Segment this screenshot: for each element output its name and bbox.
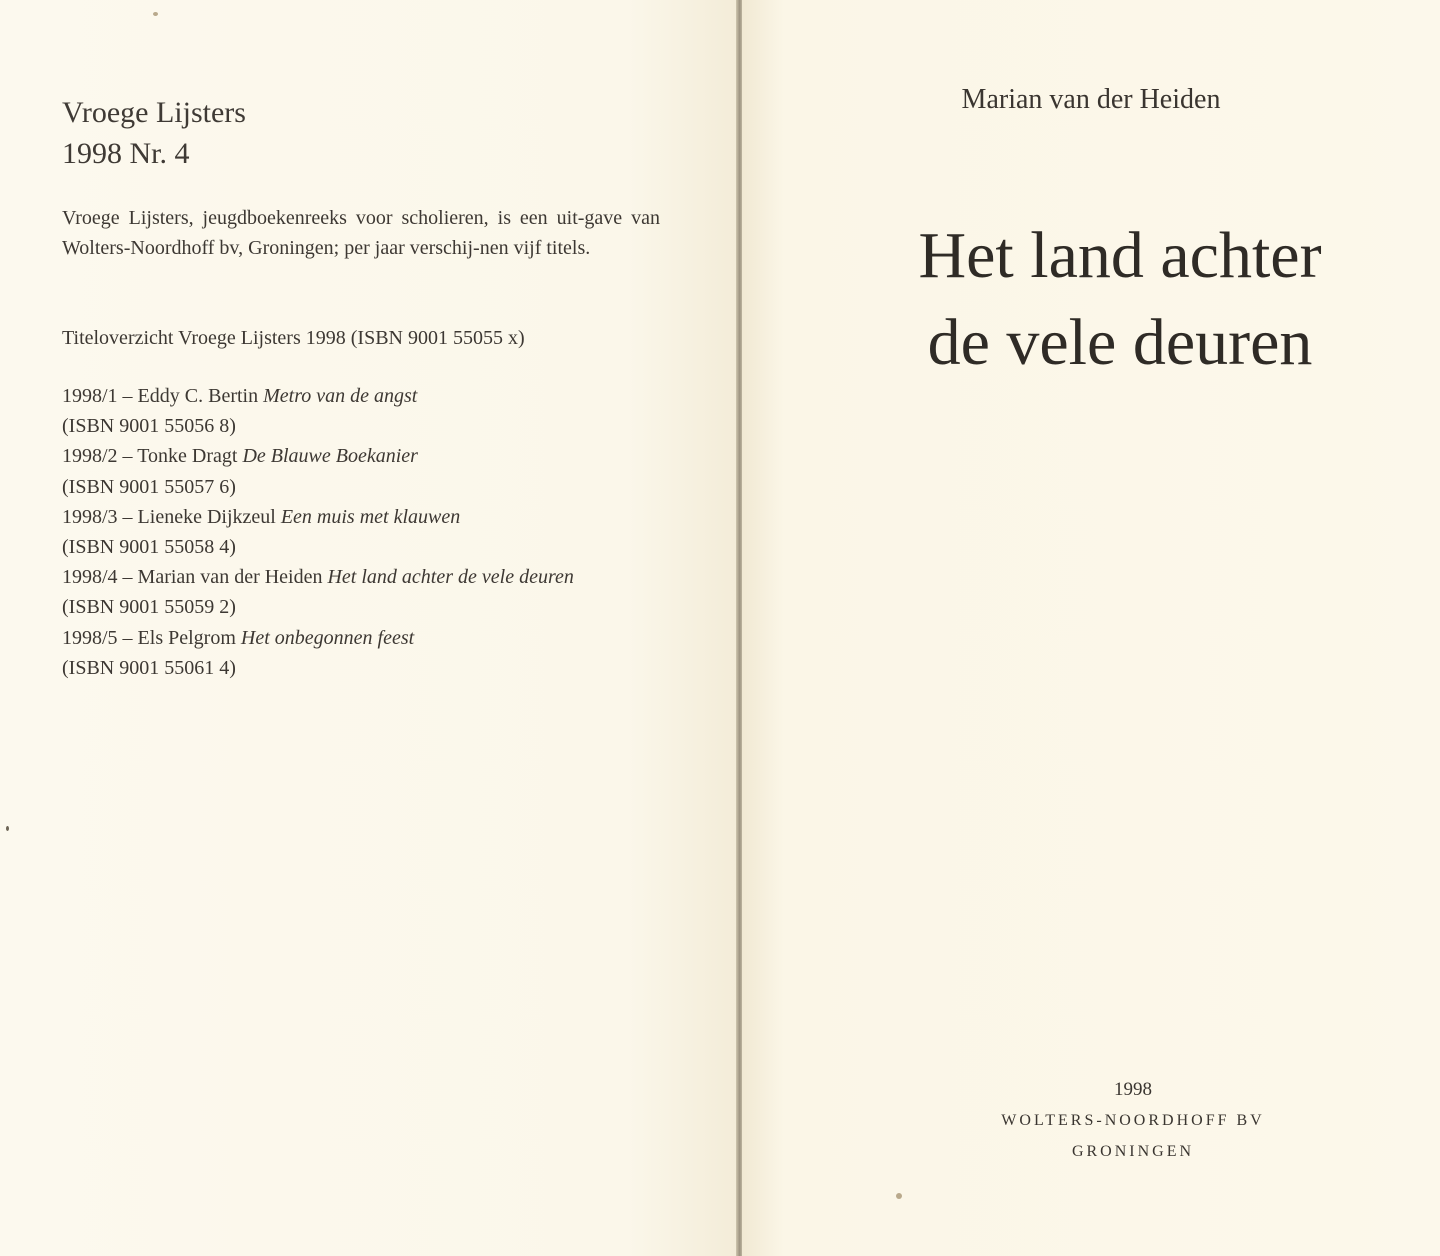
series-title	[62, 92, 246, 174]
title-entry-number-author: 1998/3 – Lieneke Dijkzeul	[62, 505, 276, 528]
title-entry	[62, 381, 682, 411]
title-entry-book: De Blauwe Boekanier	[242, 445, 418, 468]
book-title	[742, 212, 1440, 386]
title-entry-book: Het onbegonnen feest	[240, 626, 415, 649]
publication-year: 1998	[1114, 1079, 1152, 1100]
title-overview-heading: Titeloverzicht Vroege Lijsters 1998 (ISBN 9001 55055 x)	[62, 327, 525, 349]
title-list	[62, 381, 682, 683]
title-entry-book: Het land achter de vele deuren	[327, 566, 574, 589]
right-page	[742, 0, 1440, 1256]
publisher-name: WOLTERS-NOORDHOFF BV	[1001, 1112, 1265, 1129]
title-entry-isbn: (ISBN 9001 55058 4)	[62, 536, 236, 559]
title-entry	[62, 562, 682, 592]
title-entry-number-author: 1998/2 – Tonke Dragt	[62, 445, 238, 468]
title-entry-book: Een muis met klauwen	[280, 505, 461, 528]
paper-speck	[6, 826, 9, 831]
title-entry-isbn: (ISBN 9001 55059 2)	[62, 596, 236, 619]
paper-speck	[896, 1193, 902, 1199]
title-entry-number-author: 1998/4 – Marian van der Heiden	[62, 566, 323, 589]
author-name: Marian van der Heiden	[961, 84, 1221, 115]
series-number: 1998 Nr. 4	[62, 137, 190, 170]
book-title-line-2: de vele deuren	[927, 306, 1313, 379]
title-entry-isbn: (ISBN 9001 55061 4)	[62, 656, 236, 679]
series-description: Vroege Lijsters, jeugdboekenreeks voor scholieren, is een uit-gave van Wolters-Noordhoff bv, Groningen; per jaar verschij-nen vijf titels.	[62, 207, 660, 259]
title-entry-isbn: (ISBN 9001 55057 6)	[62, 475, 236, 498]
publisher-city: GRONINGEN	[1071, 1143, 1195, 1160]
title-entry-number-author: 1998/1 – Eddy C. Bertin	[62, 385, 259, 407]
title-entry	[62, 441, 682, 471]
book-title-line-1: Het land achter	[918, 219, 1322, 292]
series-name: Vroege Lijsters	[62, 96, 246, 129]
imprint	[742, 1075, 1440, 1167]
title-entry-book: Metro van de angst	[263, 385, 418, 407]
title-entry	[62, 502, 682, 532]
paper-speck	[153, 12, 158, 16]
title-entry	[62, 623, 682, 653]
title-entry-number-author: 1998/5 – Els Pelgrom	[62, 626, 236, 649]
title-entry-isbn: (ISBN 9001 55056 8)	[62, 415, 236, 438]
